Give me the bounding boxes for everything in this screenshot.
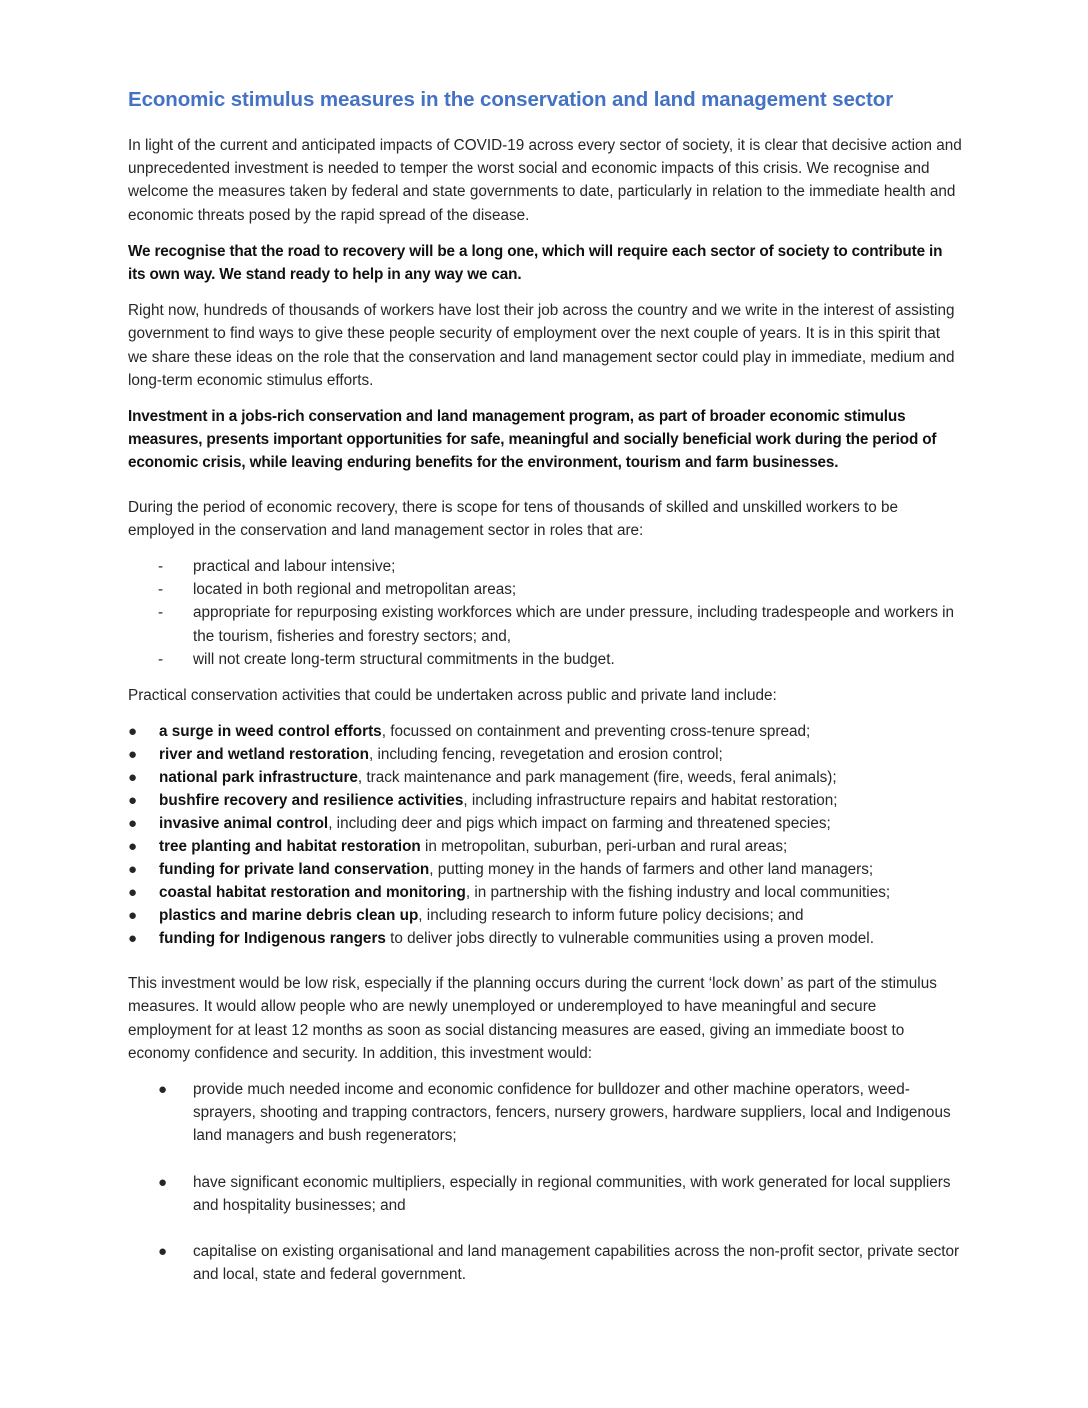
activity-detail: , including fencing, revegetation and erosion control; [368,746,723,764]
activity-detail: , in partnership with the fishing industry and local communities; [465,884,891,902]
list-item [128,812,962,835]
activity-title: coastal habitat restoration and monitoring [159,884,466,902]
list-item [128,881,962,904]
role-text: appropriate for repurposing existing workforces which are under pressure, including tradespeople and workers in the tourism, fisheries and forestry sectors; and, [193,604,955,645]
bullet-icon: ● [128,723,138,741]
recognise-paragraph: We recognise that the road to recovery will be a long one, which will require each sector of society to contribute in its own way. We stand ready to help in any way we can. [128,242,943,284]
list-item [128,858,962,881]
bullet-icon: ● [128,815,138,833]
activity-title: funding for private land conservation [159,861,430,879]
list-item [128,743,962,766]
list-item [128,720,962,743]
activity-title: plastics and marine debris clean up [159,907,419,925]
dash-marker: - [158,558,164,576]
activity-detail: in metropolitan, suburban, peri-urban and rural areas; [420,838,788,856]
bullet-icon: ● [128,907,138,925]
activity-title: bushfire recovery and resilience activities [159,792,464,810]
intro-paragraph: In light of the current and anticipated impacts of COVID-19 across every sector of society, it is clear that decisive action and unprecedented investment is needed to temper the worst social and economic impacts of this crisis. We recognise and welcome the measures taken by federal and state governments to date, particularly in relation to the immediate health and economic threats posed by the rapid spread of the disease. [128,137,962,224]
right-now-paragraph: Right now, hundreds of thousands of workers have lost their job across the country and we write in the interest of assisting government to find ways to give these people security of employment over the next couple of years. It is in this spirit that we share these ideas on the role that the conservation and land management sector could play in immediate, medium and long-term economic stimulus efforts. [128,302,955,389]
activity-title: national park infrastructure [159,769,358,787]
activity-detail: to deliver jobs directly to vulnerable communities using a proven model. [385,930,874,948]
investment-paragraph: Investment in a jobs-rich conservation and land management program, as part of broader economic stimulus measures, presents important opportunities for safe, meaningful and socially beneficial work during the period of economic crisis, while leaving enduring benefits for the environment, tourism and farm businesses. [128,408,937,472]
activity-detail: , including infrastructure repairs and habitat restoration; [463,792,838,810]
bullet-icon: ● [128,769,138,787]
role-text: will not create long-term structural commitments in the budget. [193,650,615,668]
bullet-icon: ● [128,930,138,948]
activity-detail: , including deer and pigs which impact on farming and threatened species; [328,815,831,833]
role-text: practical and labour intensive; [193,558,396,576]
bullet-icon: ● [128,838,138,856]
list-item [128,835,962,858]
activity-title: a surge in weed control efforts [159,723,382,741]
bullet-icon: ● [158,1243,168,1261]
list-item [128,927,962,950]
list-item [128,648,962,671]
bullet-icon: ● [128,746,138,764]
activity-title: tree planting and habitat restoration [159,838,421,856]
effect-text: provide much needed income and economic confidence for bulldozer and other machine operators, weed-sprayers, shooting and trapping contractors, fencers, nursery growers, hardware suppliers, local and Indigenous land managers and bush regenerators; [193,1081,951,1145]
activity-detail: , putting money in the hands of farmers and other land managers; [429,861,874,879]
activity-title: river and wetland restoration [159,746,369,764]
effect-text: have significant economic multipliers, especially in regional communities, with work generated for local suppliers and hospitality businesses; and [193,1173,951,1214]
activities-list [128,720,962,950]
dash-marker: - [158,604,164,622]
list-item [128,578,962,601]
dash-marker: - [158,581,164,599]
activity-title: funding for Indigenous rangers [159,930,386,948]
bullet-icon: ● [128,884,138,902]
page-title: Economic stimulus measures in the conservation and land management sector [128,88,894,111]
activity-detail: , including research to inform future policy decisions; and [418,907,804,925]
roles-list [128,555,962,671]
list-item [128,601,962,647]
low-risk-paragraph: This investment would be low risk, especially if the planning occurs during the current ‘lock down’ as part of the stimulus measures. It would allow people who are newly unemployed or underemployed to have meaningful and secure employment for at least 12 months as soon as social distancing measures are eased, giving an immediate boost to economy confidence and security. In addition, this investment would: [128,975,937,1062]
bullet-icon: ● [158,1173,168,1191]
list-item [128,789,962,812]
bullet-icon: ● [158,1081,168,1099]
activity-detail: , focussed on containment and preventing cross-tenure spread; [381,723,811,741]
list-item [128,1078,962,1148]
list-item [128,766,962,789]
dash-marker: - [158,650,164,668]
practical-paragraph: Practical conservation activities that could be undertaken across public and private land include: [128,687,777,705]
role-text: located in both regional and metropolitan areas; [193,581,517,599]
recovery-paragraph: During the period of economic recovery, there is scope for tens of thousands of skilled and unskilled workers to be employed in the conservation and land management sector in roles that are: [128,498,899,539]
list-item [128,555,962,578]
bullet-icon: ● [128,861,138,879]
effect-text: capitalise on existing organisational and land management capabilities across the non-profit sector, private sector and local, state and federal government. [193,1243,960,1284]
activity-title: invasive animal control [159,815,329,833]
bullet-icon: ● [128,792,138,810]
list-item [128,1240,962,1286]
list-item [128,904,962,927]
effects-list [128,1078,962,1286]
activity-detail: , track maintenance and park management (fire, weeds, feral animals); [357,769,837,787]
list-item [128,1171,962,1217]
